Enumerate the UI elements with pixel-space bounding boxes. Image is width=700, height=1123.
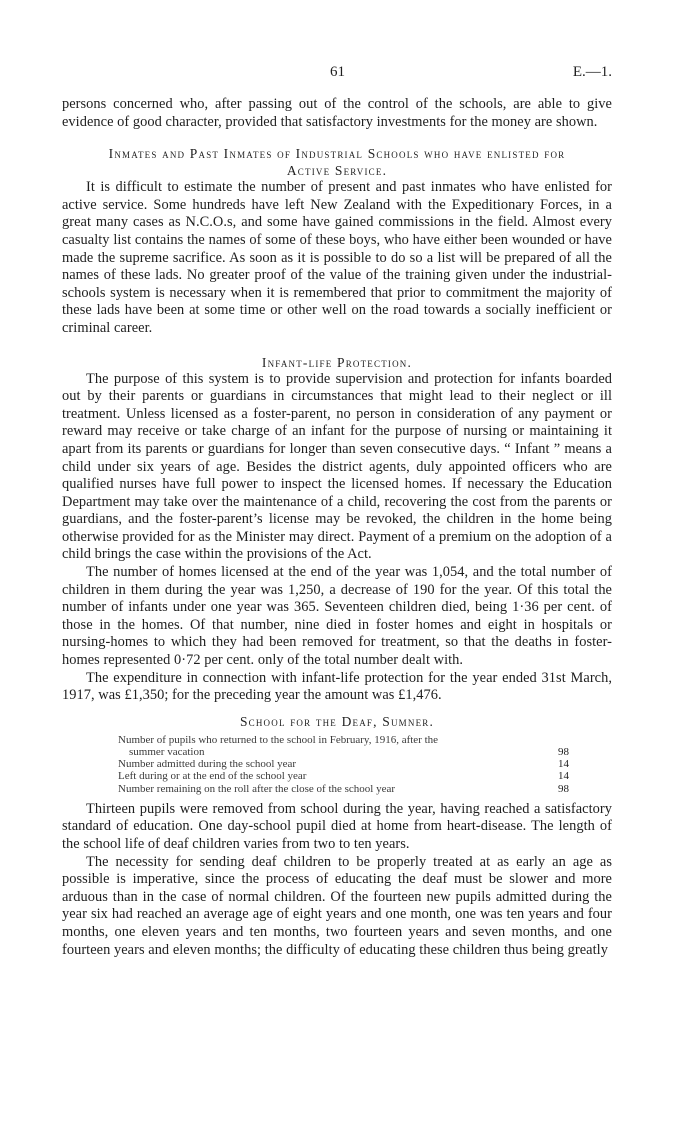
page-header	[62, 56, 612, 96]
document-page	[62, 56, 612, 959]
infant-paragraph-2: The number of homes licensed at the end of the year was 1,054, and the total number of children in them during the year was 1,250, a decrease of 190 for the year. Of this total the number of infants under one year was 365. Seventeen children died, being 1·36 per cent. of those in the homes. Of that number, nine died in foster homes and eight in hospitals or nursing-homes to which they had been removed for treatment, so that the deaths in foster-homes represented 0·72 per cent. only of the total number dealt with.	[62, 564, 612, 669]
stat-row	[118, 783, 580, 795]
deaf-school-statistics	[62, 734, 612, 795]
section-heading-infant: Infant-life Protection.	[261, 354, 413, 370]
intro-paragraph: persons concerned who, after passing out of the control of the schools, are able to give evidence of good character, provided that satisfactory investments for the money are shown.	[62, 96, 612, 130]
stat-label: Left during or at the end of the school year	[118, 770, 307, 783]
section-heading-enlisted	[62, 145, 612, 179]
stat-label: Number of pupils who returned to the school in February, 1916, after the	[118, 733, 439, 746]
infant-paragraph-3: The expenditure in connection with infant-life protection for the year ended 31st March, 1917, was £1,350; for the preceding year the amount was £1,476.	[62, 669, 612, 704]
stat-label: summer vacation	[118, 746, 205, 759]
stat-value	[558, 734, 580, 746]
stat-label: Number remaining on the roll after the close of the school year	[118, 782, 396, 795]
stat-value: 14	[558, 770, 569, 783]
stat-value: 98	[558, 746, 569, 759]
section-heading-enlisted-line1: Inmates and Past Inmates of Industrial Schools who have enlisted for	[108, 146, 566, 162]
stat-label: Number admitted during the school year	[118, 758, 297, 771]
stat-row	[118, 746, 580, 758]
stat-value: 14	[558, 758, 569, 771]
deaf-paragraph-2: The necessity for sending deaf children to be properly treated at as early an age as possible is imperative, since the process of educating the deaf must be slower and more arduous than in the case of normal children. Of the fourteen new pupils admitted during the year six had reached an average age of eight years and one month, one was ten years and four months, one eleven years and ten months, two fourteen years and seven months, and one fourteen years and eleven months; the difficulty of educating these children thus being greatly	[62, 853, 612, 958]
enlisted-paragraph: It is difficult to estimate the number of present and past inmates who have enlisted for active service. Some hundreds have left New Zealand with the Expeditionary Forces, in a great many cases as N.C.O.s, and some have gained commissions in the field. Almost every casualty list contains the names of some of these boys, who have either been wounded or have made the supreme sacrifice. As soon as it is possible to do so a list will be prepared of all the names of these lads. No greater proof of the value of the training given under the industrial-schools system is necessary when it is remembered that prior to commitment the majority of these lads have been at some time or other well on the road towards a socially inefficient or criminal career.	[62, 179, 612, 336]
section-heading-deaf: School for the Deaf, Sumner.	[239, 713, 435, 729]
section-heading-enlisted-line2: Active Service.	[286, 163, 388, 179]
page-number: 61	[330, 64, 345, 80]
stat-row	[118, 758, 580, 770]
document-code: E.—1.	[572, 64, 612, 80]
deaf-paragraph-1: Thirteen pupils were removed from school during the year, having reached a satisfactory standard of education. One day-school pupil died at home from heart-disease. The length of the school life of deaf children varies from two to ten years.	[62, 800, 612, 853]
stat-row	[118, 734, 580, 746]
stat-row	[118, 770, 580, 782]
stat-value: 98	[558, 782, 569, 795]
infant-paragraph-1: The purpose of this system is to provide supervision and protection for infants boarded out by their parents or guardians in circumstances that might lead to their neglect or ill treatment. Unless licensed as a foster-parent, no person in consideration of any payment or reward may receive or take charge of an infant for the purpose of nursing or maintaining it apart from its parents or guardians for longer than seven consecutive days. “ Infant ” means a child under six years of age. Besides the district agents, duly appointed officers who are qualified nurses have full power to inspect the licensed homes. If necessary the Education Department may take over the maintenance of a child, recovering the cost from the parents or guardians, and the foster-parent’s license may be revoked, the children in the home being otherwise provided for as the Minister may direct. Payment of a premium on the adoption of a child brings the case within the provisions of the Act.	[62, 370, 612, 563]
